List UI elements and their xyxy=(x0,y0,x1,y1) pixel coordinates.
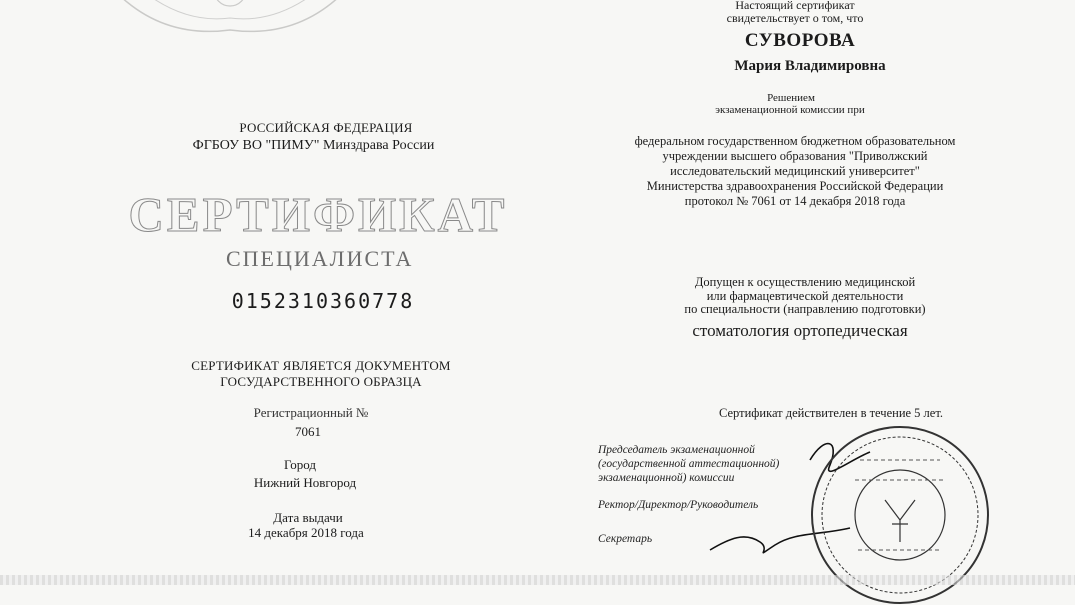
protocol-line: протокол № 7061 от 14 декабря 2018 года xyxy=(684,194,906,208)
institution-line: федеральном государственном бюджетном образовательном xyxy=(634,134,956,148)
registration-number: 7061 xyxy=(295,424,321,439)
document-statement-line1: СЕРТИФИКАТ ЯВЛЯЕТСЯ ДОКУМЕНТОМ xyxy=(191,358,451,373)
secretary-signature-label: Секретарь xyxy=(598,533,653,545)
admission-line: или фармацевтической деятельности xyxy=(706,289,904,303)
chair-signature-label2: (государственной аттестационной) xyxy=(598,458,780,470)
decision-line2: экзаменационной комиссии при xyxy=(715,104,865,116)
rector-signature-label: Ректор/Директор/Руководитель xyxy=(598,499,759,511)
city-label: Город xyxy=(283,457,317,472)
institution-line: исследовательский медицинский университет" xyxy=(670,164,920,178)
organization-name: ФГБОУ ВО "ПИМУ" Минздрава России xyxy=(192,138,435,153)
scan-edge xyxy=(0,575,1075,585)
issue-date-label: Дата выдачи xyxy=(273,510,343,525)
intro-line2: свидетельствует о том, что xyxy=(726,11,864,25)
chair-signature-label3: экзаменационной) комиссии xyxy=(598,472,735,484)
decision-line1: Решением xyxy=(767,92,815,104)
admission-line: Допущен к осуществлению медицинской xyxy=(694,275,916,289)
admission-line: по специальности (направлению подготовки) xyxy=(684,302,926,316)
specialty-name: стоматология ортопедическая xyxy=(692,321,908,340)
serial-number: 0152310360778 xyxy=(231,289,415,313)
holder-given-names: Мария Владимировна xyxy=(734,58,886,74)
holder-surname: СУВОРОВА xyxy=(744,30,856,51)
document-statement-line2: ГОСУДАРСТВЕННОГО ОБРАЗЦА xyxy=(220,374,422,389)
issue-date-value: 14 декабря 2018 года xyxy=(248,525,364,540)
registration-label: Регистрационный № xyxy=(253,405,369,420)
city-value: Нижний Новгород xyxy=(253,475,357,490)
institution-line: Министерства здравоохранения Российской Федерации xyxy=(646,179,944,193)
certificate-title: СЕРТИФИКАТ xyxy=(128,187,508,242)
country-name: РОССИЙСКАЯ ФЕДЕРАЦИЯ xyxy=(239,120,413,135)
chair-signature-label1: Председатель экзаменационной xyxy=(598,444,755,456)
validity-statement: Сертификат действителен в течение 5 лет. xyxy=(719,406,943,420)
institution-line: учреждении высшего образования "Приволжский xyxy=(662,149,928,163)
certificate-subtitle: СПЕЦИАЛИСТА xyxy=(226,246,414,271)
intro-line1: Настоящий сертификат xyxy=(735,0,855,12)
ornament-emblem xyxy=(95,0,365,40)
